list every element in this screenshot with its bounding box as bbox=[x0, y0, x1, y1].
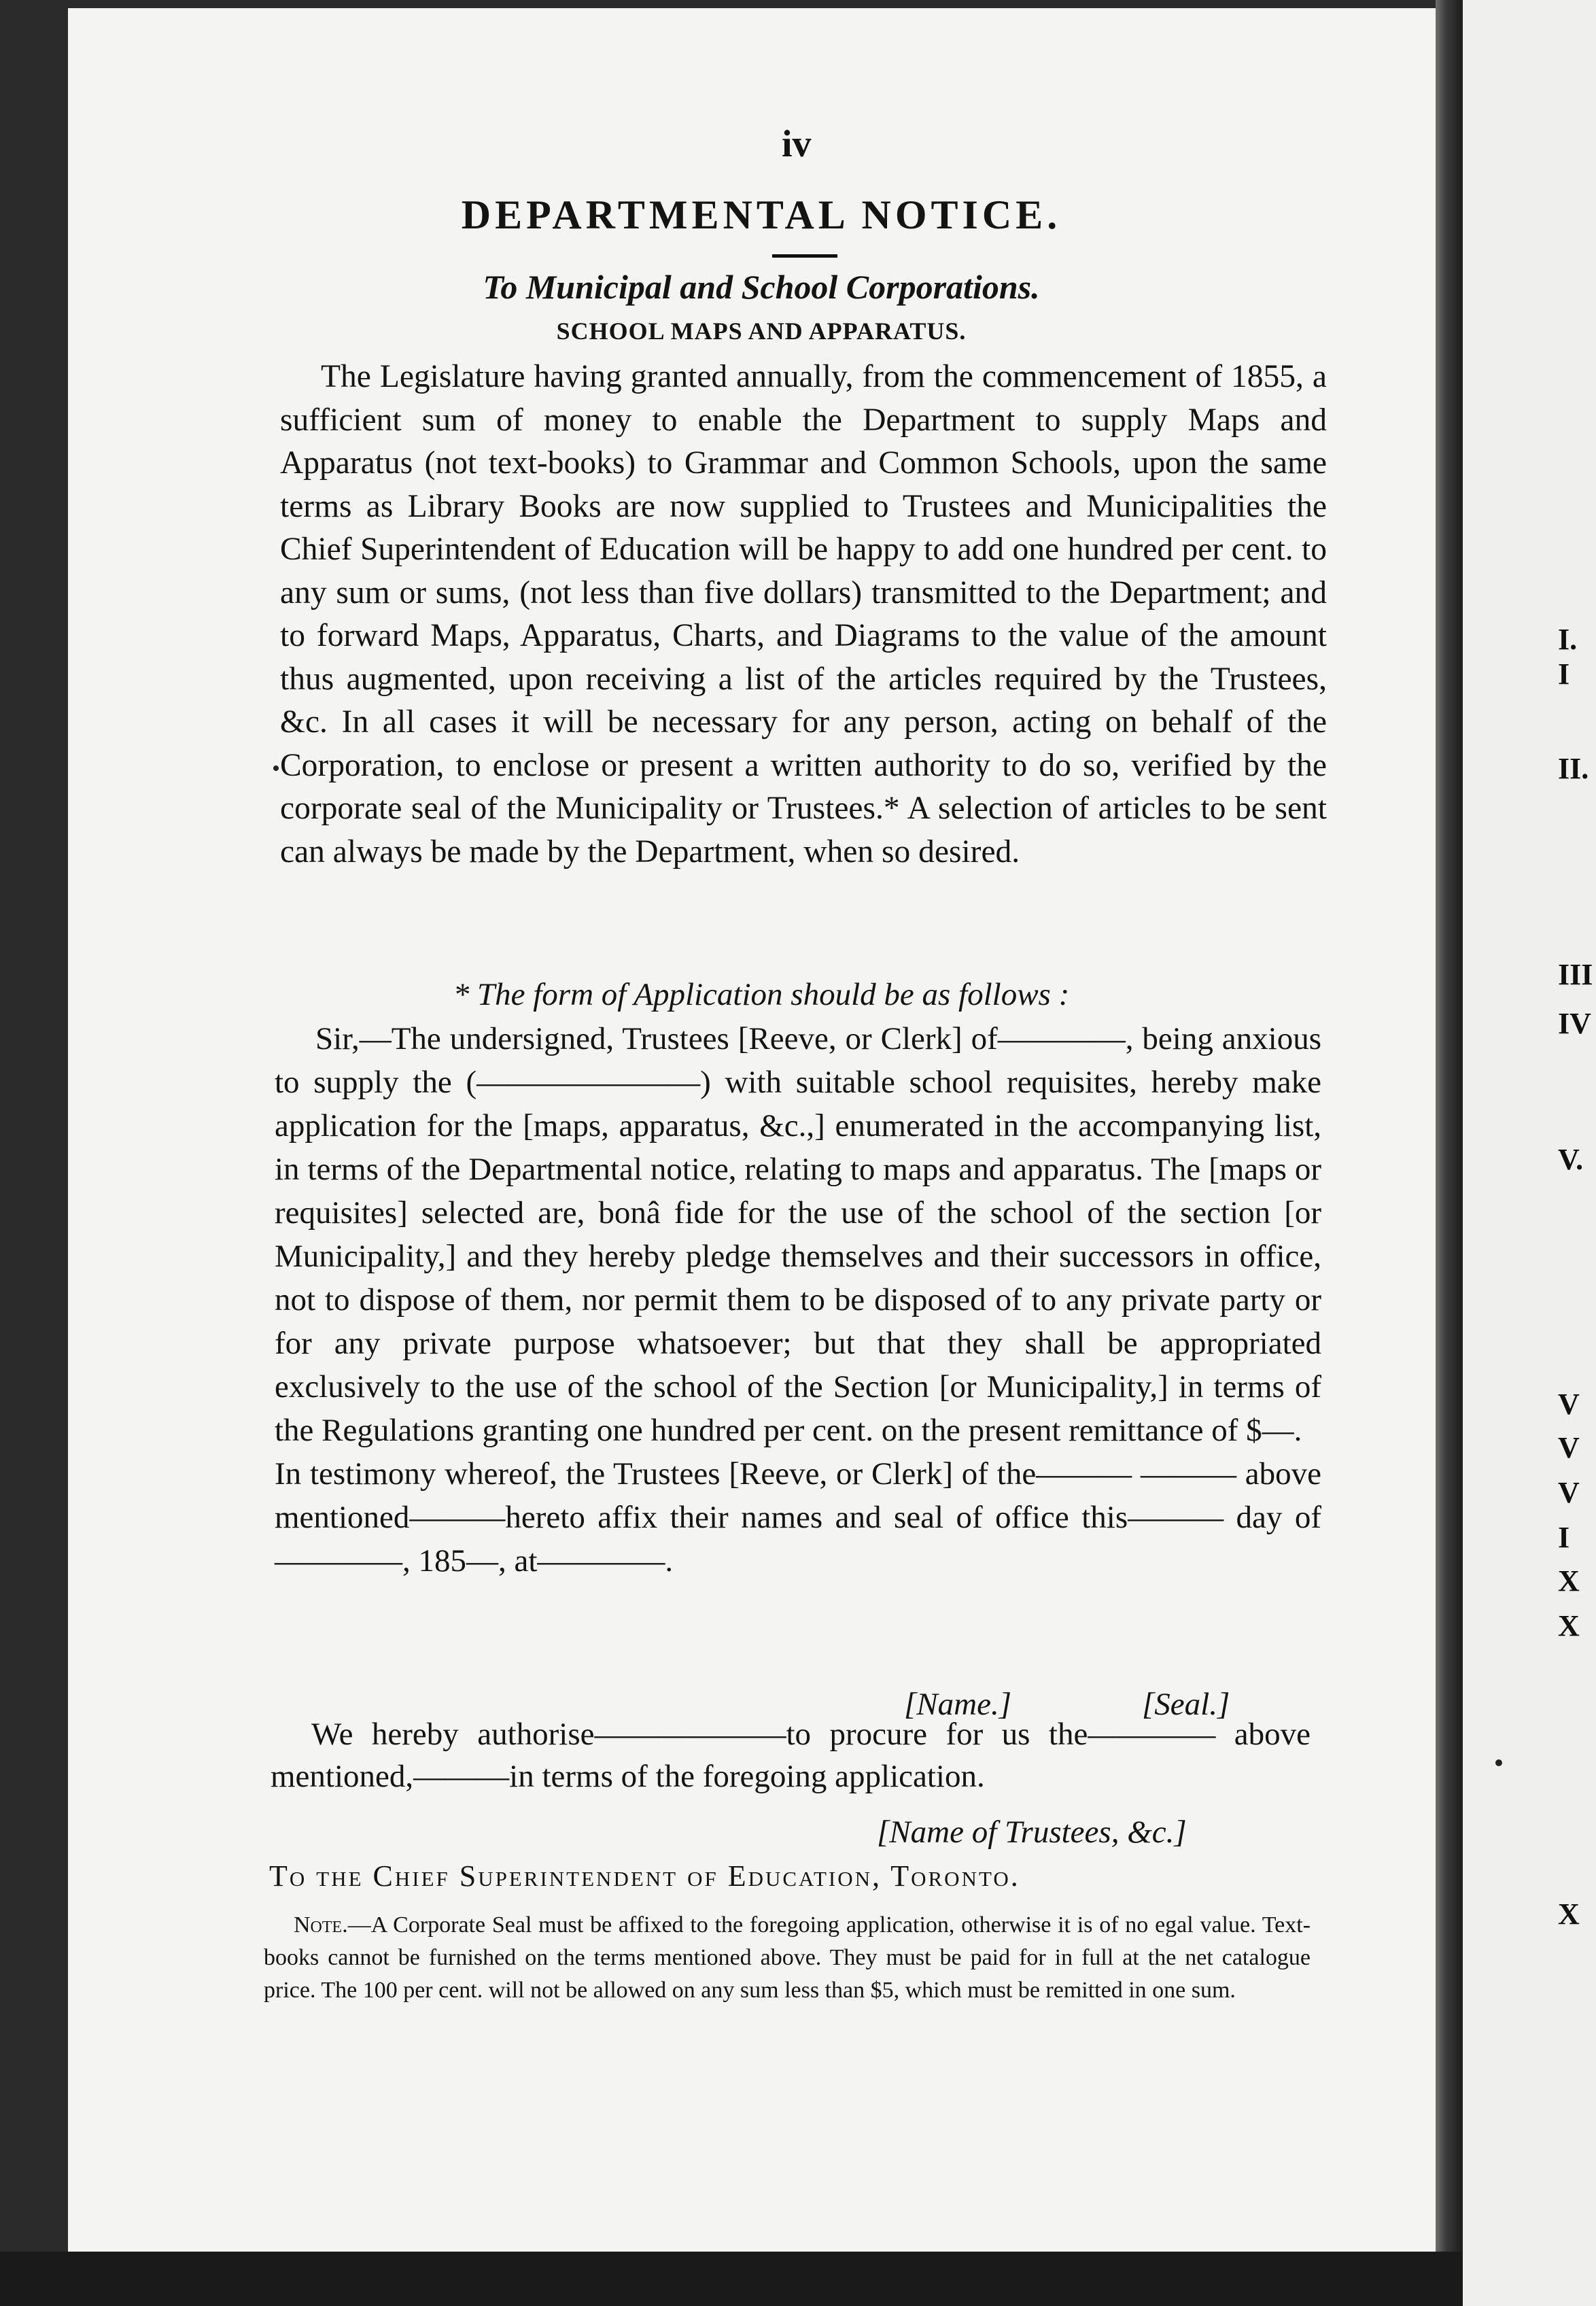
footnote bbox=[264, 1909, 1311, 2007]
body-paragraph: The Legislature having granted annually, from the commencement of 1855, a sufficient sum of money to enable the Department to supply Maps and Apparatus (not text-books) to Grammar and Common Schools, upon the same terms as Library Books are now supplied to Trustees and Municipalities the Chief Superintendent of Education will be happy to add one hundred per cent. to any sum or sums, (not less than five dollars) transmitted to the Department; and to forward Maps, Apparatus, Charts, and Diagrams to the value of the amount thus augmented, upon receiving a list of the articles required by the Trustees, &c. In all cases it will be necessary for any person, acting on behalf of the Corporation, to enclose or present a written authority to do so, verified by the corporate seal of the Municipality or Trustees.* A selection of articles to be sent can always be made by the Department, when so desired. bbox=[280, 359, 1327, 870]
scan-border bbox=[0, 2252, 1463, 2306]
subtitle: To Municipal and School Corporations. bbox=[483, 268, 1040, 306]
scan-speck bbox=[1495, 1759, 1502, 1766]
page-number: iv bbox=[782, 123, 812, 165]
authorisation-text: We hereby authorise——————to procure for us the———— above mentioned,———in terms of the foregoing application. bbox=[271, 1717, 1311, 1794]
signature-name: [Name.] bbox=[904, 1687, 1011, 1722]
letter-body: Sir,—The undersigned, Trustees [Reeve, or Clerk] of————, being anxious to supply the (———————) with suitable school requisites, hereby make application for the [maps, apparatus, &c.,] enumerated in the accompanying list, in terms of the Departmental notice, relating to maps and apparatus. The [maps or requisites] selected are, bonâ fide for the use of the school of the section [or Municipality,] and they hereby pledge themselves and their successors in office, not to dispose of them, nor permit them to be disposed of to any private party or for any private purpose whatsoever; but that they shall be appropriated exclusively to the use of the school of the Section [or Municipality,] in terms of the Regulations granting one hundred per cent. on the present remittance of $—. bbox=[275, 1021, 1321, 1448]
form-heading: * The form of Application should be as follows : bbox=[453, 977, 1070, 1012]
facing-mark: III bbox=[1558, 958, 1593, 991]
signature-trustees: [Name of Trustees, &c.] bbox=[877, 1814, 1187, 1850]
facing-mark: X bbox=[1558, 1609, 1580, 1642]
facing-mark: V bbox=[1558, 1388, 1580, 1421]
book-gutter bbox=[1436, 0, 1463, 2306]
facing-mark: I. I bbox=[1558, 623, 1578, 691]
facing-mark: X bbox=[1558, 1564, 1580, 1598]
signature-seal: [Seal.] bbox=[1142, 1687, 1230, 1722]
facing-mark: IV bbox=[1558, 1007, 1591, 1040]
scan-speck bbox=[273, 765, 279, 771]
facing-mark: V bbox=[1558, 1431, 1580, 1464]
application-letter bbox=[275, 1017, 1321, 1583]
note-label: Note. bbox=[294, 1912, 348, 1938]
note-text: —A Corporate Seal must be affixed to the foregoing application, otherwise it is of no egal value. Text-books cannot be furnished on the terms mentioned above. They must be paid for in full at the net catalogue price. The 100 per cent. will not be allowed on any sum less than $5, which must be remitted in one sum. bbox=[264, 1912, 1311, 2003]
page-title: DEPARTMENTAL NOTICE. bbox=[461, 192, 1062, 237]
section-heading: SCHOOL MAPS AND APPARATUS. bbox=[556, 317, 967, 345]
facing-page bbox=[1463, 0, 1596, 2306]
testimony-text: In testimony whereof, the Trustees [Reeve, or Clerk] of the——— ——— above mentioned———hereto affix their names and seal of office this——— day of————, 185—, at————. bbox=[275, 1456, 1321, 1579]
facing-mark: X bbox=[1558, 1897, 1580, 1931]
facing-mark: II. bbox=[1558, 752, 1589, 785]
facing-mark: V bbox=[1558, 1476, 1580, 1509]
facing-mark: I bbox=[1558, 1521, 1570, 1554]
addressee: To the Chief Superintendent of Education, Toronto. bbox=[269, 1859, 1020, 1893]
facing-mark: V. bbox=[1558, 1143, 1584, 1176]
title-rule bbox=[772, 254, 837, 258]
